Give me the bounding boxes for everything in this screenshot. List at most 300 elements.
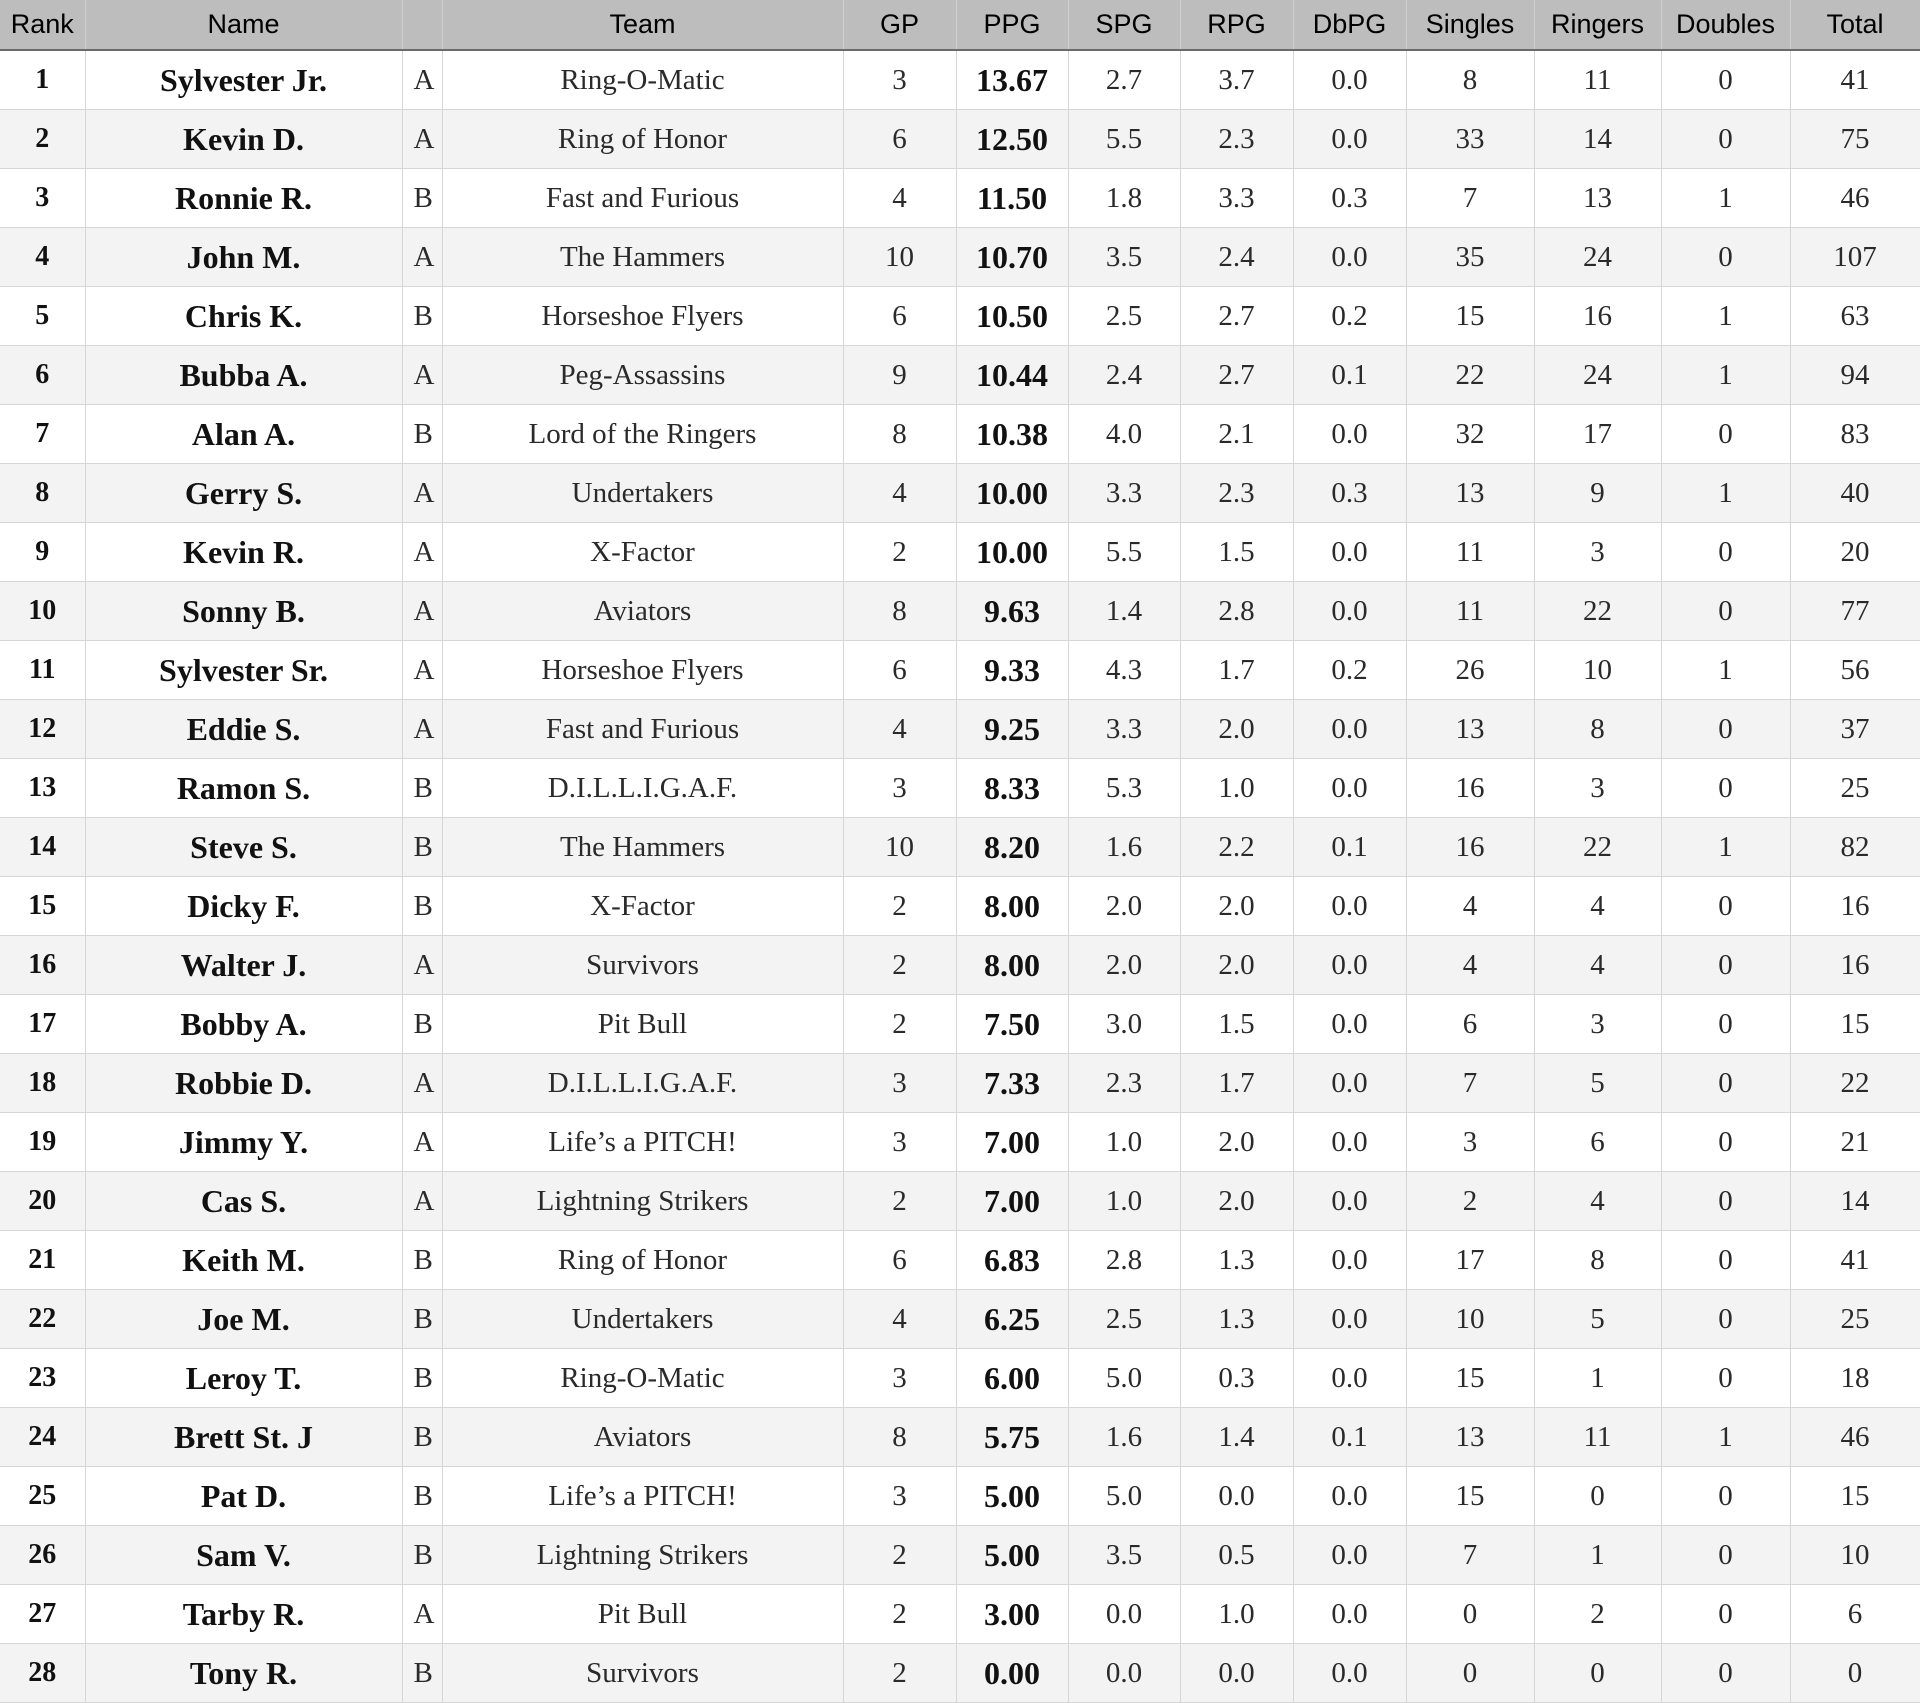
cell-rpg[interactable]: 2.7 [1180,346,1293,405]
cell-singles[interactable]: 32 [1406,405,1534,464]
cell-team[interactable]: Aviators [442,1408,843,1467]
cell-dbpg[interactable]: 0.0 [1293,759,1406,818]
table-row[interactable] [0,1349,1920,1408]
cell-rank[interactable]: 11 [0,641,85,700]
cell-rpg[interactable]: 0.0 [1180,1467,1293,1526]
cell-ppg[interactable]: 7.33 [956,1054,1068,1113]
cell-total[interactable]: 0 [1790,1644,1920,1703]
cell-team[interactable]: Pit Bull [442,995,843,1054]
cell-singles[interactable]: 3 [1406,1113,1534,1172]
cell-rank[interactable]: 13 [0,759,85,818]
cell-dbpg[interactable]: 0.0 [1293,405,1406,464]
cell-spg[interactable]: 4.0 [1068,405,1180,464]
cell-team[interactable]: Ring of Honor [442,110,843,169]
cell-rpg[interactable]: 2.0 [1180,877,1293,936]
cell-ringers[interactable]: 1 [1534,1526,1661,1585]
cell-doubles[interactable]: 1 [1661,287,1790,346]
cell-division[interactable]: B [402,759,442,818]
cell-name[interactable]: Gerry S. [85,464,402,523]
cell-ppg[interactable]: 6.00 [956,1349,1068,1408]
cell-doubles[interactable]: 0 [1661,1467,1790,1526]
cell-team[interactable]: Ring of Honor [442,1231,843,1290]
cell-name[interactable]: Sylvester Jr. [85,50,402,110]
cell-doubles[interactable]: 0 [1661,936,1790,995]
cell-dbpg[interactable]: 0.1 [1293,818,1406,877]
cell-spg[interactable]: 2.4 [1068,346,1180,405]
cell-doubles[interactable]: 1 [1661,464,1790,523]
cell-rpg[interactable]: 1.5 [1180,523,1293,582]
cell-doubles[interactable]: 0 [1661,877,1790,936]
cell-division[interactable]: B [402,1526,442,1585]
cell-gp[interactable]: 2 [843,877,956,936]
cell-rank[interactable]: 21 [0,1231,85,1290]
cell-total[interactable]: 107 [1790,228,1920,287]
cell-team[interactable]: Ring-O-Matic [442,50,843,110]
cell-singles[interactable]: 15 [1406,1467,1534,1526]
cell-dbpg[interactable]: 0.0 [1293,110,1406,169]
cell-gp[interactable]: 2 [843,1172,956,1231]
cell-name[interactable]: Ronnie R. [85,169,402,228]
cell-doubles[interactable]: 0 [1661,1054,1790,1113]
cell-total[interactable]: 10 [1790,1526,1920,1585]
table-row[interactable] [0,877,1920,936]
cell-singles[interactable]: 7 [1406,1526,1534,1585]
cell-division[interactable]: B [402,1231,442,1290]
cell-ppg[interactable]: 9.63 [956,582,1068,641]
column-header-rank[interactable]: Rank [0,0,85,50]
table-row[interactable] [0,1526,1920,1585]
cell-rank[interactable]: 22 [0,1290,85,1349]
cell-ppg[interactable]: 5.00 [956,1467,1068,1526]
cell-rank[interactable]: 24 [0,1408,85,1467]
table-row[interactable] [0,110,1920,169]
cell-doubles[interactable]: 1 [1661,818,1790,877]
cell-ppg[interactable]: 9.25 [956,700,1068,759]
cell-division[interactable]: A [402,1585,442,1644]
table-row[interactable] [0,523,1920,582]
cell-ringers[interactable]: 4 [1534,877,1661,936]
cell-team[interactable]: Pit Bull [442,1585,843,1644]
cell-name[interactable]: Steve S. [85,818,402,877]
cell-spg[interactable]: 3.3 [1068,700,1180,759]
cell-gp[interactable]: 6 [843,287,956,346]
cell-rank[interactable]: 19 [0,1113,85,1172]
table-row[interactable] [0,464,1920,523]
cell-division[interactable]: A [402,641,442,700]
cell-name[interactable]: Chris K. [85,287,402,346]
cell-doubles[interactable]: 0 [1661,110,1790,169]
cell-dbpg[interactable]: 0.1 [1293,1408,1406,1467]
cell-rank[interactable]: 16 [0,936,85,995]
cell-division[interactable]: A [402,346,442,405]
cell-singles[interactable]: 16 [1406,818,1534,877]
cell-team[interactable]: Fast and Furious [442,169,843,228]
cell-total[interactable]: 16 [1790,877,1920,936]
cell-name[interactable]: Joe M. [85,1290,402,1349]
cell-ppg[interactable]: 6.83 [956,1231,1068,1290]
cell-doubles[interactable]: 0 [1661,1526,1790,1585]
column-header-total[interactable]: Total [1790,0,1920,50]
cell-team[interactable]: D.I.L.L.I.G.A.F. [442,759,843,818]
cell-singles[interactable]: 8 [1406,50,1534,110]
table-row[interactable] [0,759,1920,818]
cell-name[interactable]: Keith M. [85,1231,402,1290]
cell-dbpg[interactable]: 0.0 [1293,582,1406,641]
table-row[interactable] [0,641,1920,700]
cell-ringers[interactable]: 8 [1534,1231,1661,1290]
cell-rpg[interactable]: 2.0 [1180,936,1293,995]
cell-gp[interactable]: 6 [843,641,956,700]
cell-spg[interactable]: 0.0 [1068,1644,1180,1703]
cell-team[interactable]: Peg-Assassins [442,346,843,405]
cell-doubles[interactable]: 0 [1661,700,1790,759]
cell-singles[interactable]: 35 [1406,228,1534,287]
cell-ringers[interactable]: 9 [1534,464,1661,523]
cell-doubles[interactable]: 0 [1661,995,1790,1054]
cell-ppg[interactable]: 7.00 [956,1172,1068,1231]
cell-team[interactable]: Horseshoe Flyers [442,641,843,700]
cell-ringers[interactable]: 6 [1534,1113,1661,1172]
cell-doubles[interactable]: 0 [1661,405,1790,464]
table-row[interactable] [0,1467,1920,1526]
cell-singles[interactable]: 15 [1406,287,1534,346]
cell-name[interactable]: Kevin D. [85,110,402,169]
cell-total[interactable]: 75 [1790,110,1920,169]
cell-ppg[interactable]: 10.00 [956,523,1068,582]
cell-doubles[interactable]: 0 [1661,1585,1790,1644]
cell-rank[interactable]: 17 [0,995,85,1054]
cell-rpg[interactable]: 2.4 [1180,228,1293,287]
cell-team[interactable]: Fast and Furious [442,700,843,759]
cell-total[interactable]: 94 [1790,346,1920,405]
cell-total[interactable]: 41 [1790,1231,1920,1290]
cell-singles[interactable]: 11 [1406,582,1534,641]
cell-gp[interactable]: 3 [843,50,956,110]
cell-dbpg[interactable]: 0.3 [1293,464,1406,523]
table-row[interactable] [0,287,1920,346]
cell-singles[interactable]: 26 [1406,641,1534,700]
column-header-team[interactable]: Team [442,0,843,50]
cell-total[interactable]: 83 [1790,405,1920,464]
cell-rpg[interactable]: 2.1 [1180,405,1293,464]
cell-gp[interactable]: 3 [843,759,956,818]
cell-rank[interactable]: 26 [0,1526,85,1585]
cell-name[interactable]: Kevin R. [85,523,402,582]
cell-gp[interactable]: 6 [843,110,956,169]
cell-ringers[interactable]: 0 [1534,1644,1661,1703]
cell-singles[interactable]: 13 [1406,464,1534,523]
cell-ppg[interactable]: 8.00 [956,877,1068,936]
cell-rpg[interactable]: 2.0 [1180,1172,1293,1231]
cell-rpg[interactable]: 1.7 [1180,1054,1293,1113]
cell-doubles[interactable]: 0 [1661,1644,1790,1703]
cell-gp[interactable]: 8 [843,582,956,641]
table-row[interactable] [0,346,1920,405]
cell-dbpg[interactable]: 0.0 [1293,1467,1406,1526]
table-row[interactable] [0,1644,1920,1703]
cell-ppg[interactable]: 12.50 [956,110,1068,169]
cell-division[interactable]: B [402,995,442,1054]
cell-ppg[interactable]: 9.33 [956,641,1068,700]
cell-team[interactable]: X-Factor [442,523,843,582]
cell-doubles[interactable]: 0 [1661,523,1790,582]
cell-rpg[interactable]: 1.0 [1180,759,1293,818]
cell-division[interactable]: B [402,877,442,936]
cell-division[interactable]: A [402,110,442,169]
cell-ringers[interactable]: 4 [1534,1172,1661,1231]
cell-ringers[interactable]: 3 [1534,995,1661,1054]
column-header-singles[interactable]: Singles [1406,0,1534,50]
cell-team[interactable]: Lightning Strikers [442,1526,843,1585]
cell-team[interactable]: Life’s a PITCH! [442,1113,843,1172]
cell-team[interactable]: Horseshoe Flyers [442,287,843,346]
cell-rank[interactable]: 9 [0,523,85,582]
cell-rpg[interactable]: 0.5 [1180,1526,1293,1585]
cell-doubles[interactable]: 0 [1661,50,1790,110]
column-header-ringers[interactable]: Ringers [1534,0,1661,50]
cell-ringers[interactable]: 16 [1534,287,1661,346]
cell-rank[interactable]: 7 [0,405,85,464]
cell-dbpg[interactable]: 0.0 [1293,228,1406,287]
cell-rpg[interactable]: 3.3 [1180,169,1293,228]
cell-doubles[interactable]: 0 [1661,1172,1790,1231]
cell-gp[interactable]: 10 [843,818,956,877]
cell-ppg[interactable]: 3.00 [956,1585,1068,1644]
cell-rpg[interactable]: 0.3 [1180,1349,1293,1408]
cell-spg[interactable]: 5.3 [1068,759,1180,818]
cell-singles[interactable]: 7 [1406,169,1534,228]
cell-total[interactable]: 15 [1790,995,1920,1054]
cell-ringers[interactable]: 5 [1534,1054,1661,1113]
cell-dbpg[interactable]: 0.0 [1293,1172,1406,1231]
table-row[interactable] [0,405,1920,464]
cell-gp[interactable]: 8 [843,1408,956,1467]
cell-doubles[interactable]: 0 [1661,582,1790,641]
cell-spg[interactable]: 1.4 [1068,582,1180,641]
cell-doubles[interactable]: 0 [1661,1231,1790,1290]
cell-name[interactable]: Dicky F. [85,877,402,936]
cell-name[interactable]: Sam V. [85,1526,402,1585]
table-row[interactable] [0,169,1920,228]
cell-rpg[interactable]: 2.3 [1180,110,1293,169]
cell-rank[interactable]: 3 [0,169,85,228]
cell-total[interactable]: 41 [1790,50,1920,110]
table-row[interactable] [0,1054,1920,1113]
table-row[interactable] [0,700,1920,759]
cell-gp[interactable]: 4 [843,169,956,228]
cell-name[interactable]: Alan A. [85,405,402,464]
table-row[interactable] [0,50,1920,110]
cell-doubles[interactable]: 1 [1661,169,1790,228]
cell-doubles[interactable]: 1 [1661,641,1790,700]
cell-gp[interactable]: 3 [843,1349,956,1408]
cell-doubles[interactable]: 1 [1661,1408,1790,1467]
cell-spg[interactable]: 2.5 [1068,287,1180,346]
cell-spg[interactable]: 2.3 [1068,1054,1180,1113]
cell-dbpg[interactable]: 0.0 [1293,1113,1406,1172]
table-row[interactable] [0,995,1920,1054]
cell-ppg[interactable]: 7.00 [956,1113,1068,1172]
cell-ringers[interactable]: 17 [1534,405,1661,464]
cell-singles[interactable]: 16 [1406,759,1534,818]
cell-ppg[interactable]: 11.50 [956,169,1068,228]
cell-name[interactable]: Jimmy Y. [85,1113,402,1172]
table-row[interactable] [0,582,1920,641]
cell-singles[interactable]: 4 [1406,936,1534,995]
cell-dbpg[interactable]: 0.0 [1293,1585,1406,1644]
cell-singles[interactable]: 0 [1406,1644,1534,1703]
cell-total[interactable]: 56 [1790,641,1920,700]
cell-team[interactable]: Lightning Strikers [442,1172,843,1231]
cell-rank[interactable]: 14 [0,818,85,877]
cell-ppg[interactable]: 10.50 [956,287,1068,346]
cell-dbpg[interactable]: 0.2 [1293,287,1406,346]
cell-total[interactable]: 25 [1790,759,1920,818]
cell-gp[interactable]: 9 [843,346,956,405]
cell-rpg[interactable]: 2.0 [1180,1113,1293,1172]
cell-singles[interactable]: 4 [1406,877,1534,936]
column-header-ppg[interactable]: PPG [956,0,1068,50]
cell-name[interactable]: Sylvester Sr. [85,641,402,700]
cell-name[interactable]: Bubba A. [85,346,402,405]
cell-ringers[interactable]: 2 [1534,1585,1661,1644]
table-row[interactable] [0,228,1920,287]
cell-dbpg[interactable]: 0.0 [1293,1231,1406,1290]
cell-rank[interactable]: 18 [0,1054,85,1113]
cell-ringers[interactable]: 0 [1534,1467,1661,1526]
cell-singles[interactable]: 11 [1406,523,1534,582]
table-row[interactable] [0,1113,1920,1172]
cell-singles[interactable]: 13 [1406,1408,1534,1467]
cell-dbpg[interactable]: 0.0 [1293,1054,1406,1113]
cell-division[interactable]: A [402,228,442,287]
cell-ringers[interactable]: 11 [1534,50,1661,110]
cell-dbpg[interactable]: 0.0 [1293,877,1406,936]
cell-rpg[interactable]: 1.4 [1180,1408,1293,1467]
cell-rpg[interactable]: 1.3 [1180,1290,1293,1349]
table-row[interactable] [0,1231,1920,1290]
cell-division[interactable]: A [402,464,442,523]
cell-rank[interactable]: 15 [0,877,85,936]
cell-rank[interactable]: 23 [0,1349,85,1408]
table-row[interactable] [0,1290,1920,1349]
cell-division[interactable]: A [402,936,442,995]
cell-gp[interactable]: 3 [843,1467,956,1526]
cell-rpg[interactable]: 2.8 [1180,582,1293,641]
cell-dbpg[interactable]: 0.3 [1293,169,1406,228]
cell-division[interactable]: B [402,1644,442,1703]
cell-rpg[interactable]: 2.3 [1180,464,1293,523]
cell-spg[interactable]: 3.5 [1068,1526,1180,1585]
cell-division[interactable]: B [402,287,442,346]
cell-gp[interactable]: 3 [843,1054,956,1113]
cell-singles[interactable]: 6 [1406,995,1534,1054]
cell-dbpg[interactable]: 0.2 [1293,641,1406,700]
cell-rank[interactable]: 6 [0,346,85,405]
cell-team[interactable]: Life’s a PITCH! [442,1467,843,1526]
cell-gp[interactable]: 3 [843,1113,956,1172]
table-row[interactable] [0,818,1920,877]
cell-spg[interactable]: 3.5 [1068,228,1180,287]
table-row[interactable] [0,1585,1920,1644]
cell-rpg[interactable]: 1.5 [1180,995,1293,1054]
cell-division[interactable]: A [402,1054,442,1113]
cell-total[interactable]: 63 [1790,287,1920,346]
cell-division[interactable]: B [402,818,442,877]
cell-total[interactable]: 21 [1790,1113,1920,1172]
cell-ppg[interactable]: 13.67 [956,50,1068,110]
cell-ringers[interactable]: 3 [1534,523,1661,582]
cell-spg[interactable]: 2.0 [1068,877,1180,936]
cell-spg[interactable]: 5.0 [1068,1467,1180,1526]
cell-rank[interactable]: 12 [0,700,85,759]
column-header-name[interactable]: Name [85,0,402,50]
cell-ringers[interactable]: 24 [1534,346,1661,405]
cell-team[interactable]: Aviators [442,582,843,641]
cell-spg[interactable]: 0.0 [1068,1585,1180,1644]
cell-dbpg[interactable]: 0.0 [1293,50,1406,110]
table-row[interactable] [0,1172,1920,1231]
cell-spg[interactable]: 5.5 [1068,523,1180,582]
cell-ringers[interactable]: 22 [1534,818,1661,877]
cell-gp[interactable]: 4 [843,464,956,523]
cell-division[interactable]: B [402,1349,442,1408]
cell-rank[interactable]: 27 [0,1585,85,1644]
cell-ringers[interactable]: 22 [1534,582,1661,641]
cell-ppg[interactable]: 10.70 [956,228,1068,287]
column-header-doubles[interactable]: Doubles [1661,0,1790,50]
cell-ringers[interactable]: 10 [1534,641,1661,700]
cell-total[interactable]: 15 [1790,1467,1920,1526]
cell-division[interactable]: B [402,1290,442,1349]
cell-ppg[interactable]: 5.00 [956,1526,1068,1585]
cell-ringers[interactable]: 14 [1534,110,1661,169]
cell-total[interactable]: 22 [1790,1054,1920,1113]
cell-gp[interactable]: 4 [843,700,956,759]
cell-division[interactable]: B [402,1408,442,1467]
cell-spg[interactable]: 2.8 [1068,1231,1180,1290]
cell-division[interactable]: A [402,1172,442,1231]
cell-dbpg[interactable]: 0.0 [1293,523,1406,582]
cell-division[interactable]: A [402,523,442,582]
cell-spg[interactable]: 2.5 [1068,1290,1180,1349]
cell-total[interactable]: 40 [1790,464,1920,523]
cell-gp[interactable]: 4 [843,1290,956,1349]
cell-name[interactable]: Tarby R. [85,1585,402,1644]
cell-doubles[interactable]: 0 [1661,1113,1790,1172]
cell-dbpg[interactable]: 0.0 [1293,1290,1406,1349]
table-row[interactable] [0,936,1920,995]
cell-division[interactable]: A [402,1113,442,1172]
cell-rpg[interactable]: 3.7 [1180,50,1293,110]
cell-total[interactable]: 46 [1790,1408,1920,1467]
cell-team[interactable]: The Hammers [442,818,843,877]
cell-division[interactable]: B [402,169,442,228]
cell-doubles[interactable]: 1 [1661,346,1790,405]
cell-total[interactable]: 46 [1790,169,1920,228]
cell-spg[interactable]: 4.3 [1068,641,1180,700]
cell-doubles[interactable]: 0 [1661,228,1790,287]
cell-total[interactable]: 14 [1790,1172,1920,1231]
cell-singles[interactable]: 22 [1406,346,1534,405]
cell-rpg[interactable]: 2.0 [1180,700,1293,759]
cell-name[interactable]: Brett St. J [85,1408,402,1467]
cell-rpg[interactable]: 0.0 [1180,1644,1293,1703]
column-header-division[interactable] [402,0,442,50]
cell-dbpg[interactable]: 0.0 [1293,1349,1406,1408]
cell-gp[interactable]: 2 [843,1526,956,1585]
cell-spg[interactable]: 1.0 [1068,1113,1180,1172]
